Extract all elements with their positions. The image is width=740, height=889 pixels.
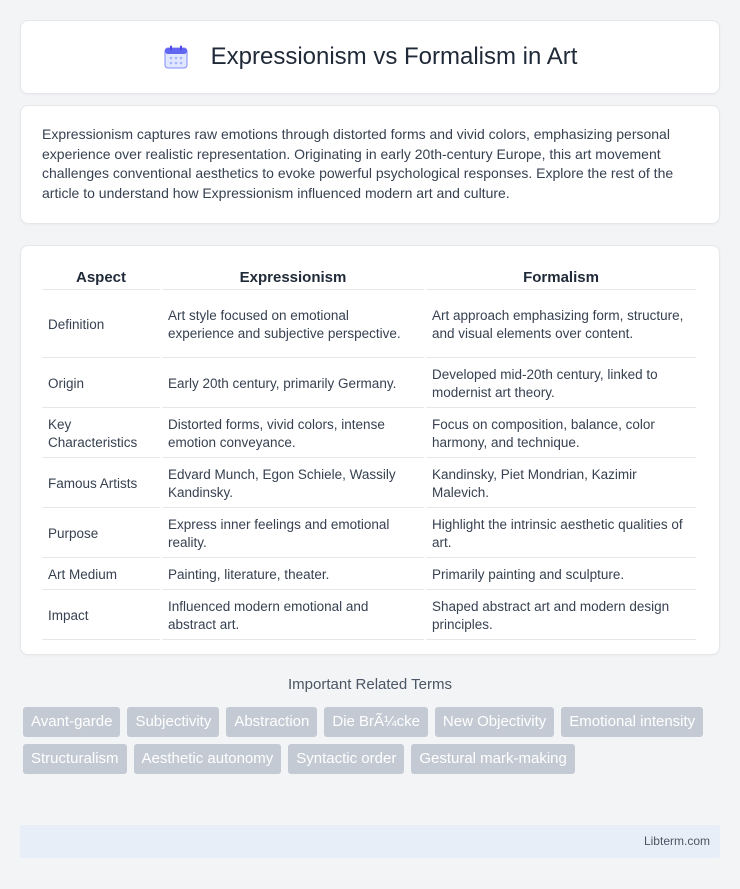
intro-text: Expressionism captures raw emotions through distorted forms and vivid colors, emphasizing personal experience over realistic representation. Originating in early 20th-century Europe, this art movement challenges conventional aesthetics to evoke powerful psychological responses. Explore the rest of the article to understand how Expressionism influenced modern art and culture.: [42, 126, 674, 201]
column-header-expressionism: Expressionism: [162, 266, 424, 290]
expressionism-cell: Edvard Munch, Egon Schiele, Wassily Kandinsky.: [162, 460, 424, 508]
term-tag[interactable]: Structuralism: [23, 744, 127, 774]
term-tag[interactable]: Syntactic order: [288, 744, 404, 774]
expressionism-cell: Distorted forms, vivid colors, intense emotion conveyance.: [162, 410, 424, 458]
aspect-cell: Key Characteristics: [42, 410, 160, 458]
expressionism-cell: Express inner feelings and emotional reality.: [162, 510, 424, 558]
comparison-table: [40, 264, 698, 642]
formalism-cell: Developed mid-20th century, linked to modernist art theory.: [426, 360, 696, 408]
term-tag[interactable]: Die BrÃ¼cke: [324, 707, 428, 737]
aspect-cell: Purpose: [42, 510, 160, 558]
expressionism-cell: Early 20th century, primarily Germany.: [162, 360, 424, 408]
expressionism-cell: Art style focused on emotional experience and subjective perspective.: [162, 292, 424, 358]
formalism-cell: Focus on composition, balance, color harmony, and technique.: [426, 410, 696, 458]
aspect-cell: Art Medium: [42, 560, 160, 590]
aspect-cell: Definition: [42, 292, 160, 358]
footer: [20, 825, 720, 858]
intro-card: [20, 105, 720, 224]
formalism-cell: Primarily painting and sculpture.: [426, 560, 696, 590]
expressionism-cell: Painting, literature, theater.: [162, 560, 424, 590]
title-card: [20, 20, 720, 94]
table-row: [42, 292, 696, 358]
table-row: [42, 510, 696, 558]
aspect-cell: Impact: [42, 592, 160, 640]
term-tag[interactable]: Subjectivity: [127, 707, 219, 737]
comparison-card: [20, 245, 720, 655]
table-row: [42, 592, 696, 640]
table-header-row: [42, 266, 696, 290]
table-row: [42, 460, 696, 508]
expressionism-cell: Influenced modern emotional and abstract art.: [162, 592, 424, 640]
table-row: [42, 410, 696, 458]
term-tag[interactable]: Abstraction: [226, 707, 317, 737]
formalism-cell: Highlight the intrinsic aesthetic qualities of art.: [426, 510, 696, 558]
calendar-icon: [163, 44, 189, 70]
related-terms-title: Important Related Terms: [288, 676, 452, 693]
footer-brand-link[interactable]: Libterm.com: [643, 834, 710, 848]
formalism-cell: Art approach emphasizing form, structure, and visual elements over content.: [426, 292, 696, 358]
page-title: Expressionism vs Formalism in Art: [210, 43, 578, 70]
column-header-formalism: Formalism: [426, 266, 696, 290]
term-tag[interactable]: Gestural mark-making: [411, 744, 575, 774]
aspect-cell: Famous Artists: [42, 460, 160, 508]
aspect-cell: Origin: [42, 360, 160, 408]
table-row: [42, 360, 696, 408]
related-terms-list: [23, 707, 723, 774]
formalism-cell: Kandinsky, Piet Mondrian, Kazimir Malevich.: [426, 460, 696, 508]
term-tag[interactable]: New Objectivity: [435, 707, 554, 737]
term-tag[interactable]: Avant-garde: [23, 707, 120, 737]
term-tag[interactable]: Emotional intensity: [561, 707, 703, 737]
term-tag[interactable]: Aesthetic autonomy: [134, 744, 282, 774]
table-row: [42, 560, 696, 590]
formalism-cell: Shaped abstract art and modern design principles.: [426, 592, 696, 640]
column-header-aspect: Aspect: [42, 266, 160, 290]
